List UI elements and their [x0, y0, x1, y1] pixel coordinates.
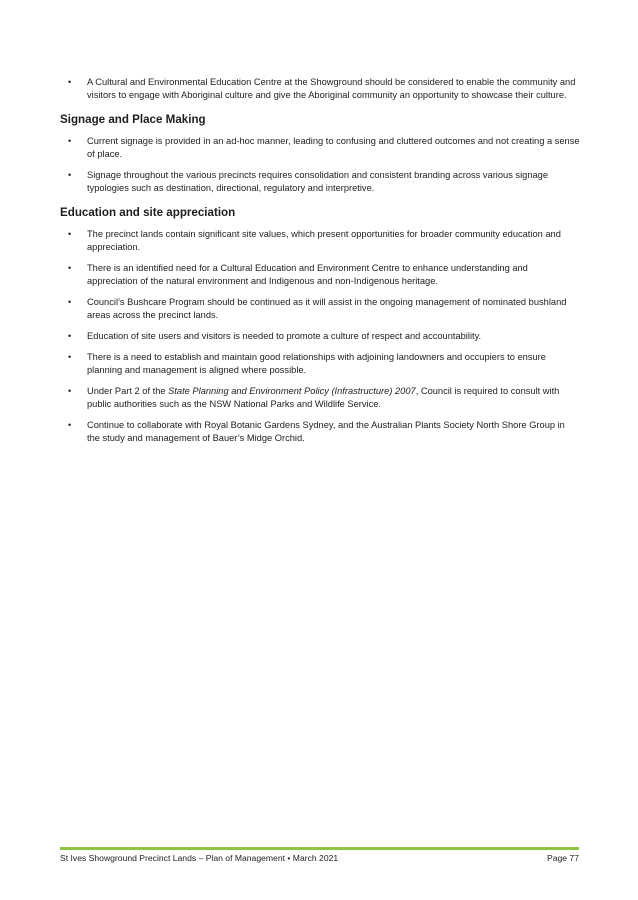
bullet-icon: •	[68, 136, 72, 146]
bullet-icon: •	[68, 386, 72, 396]
page-content	[60, 76, 580, 453]
bullet-icon: •	[68, 77, 72, 87]
education-list	[60, 228, 580, 445]
intro-list	[60, 76, 580, 102]
bullet-icon: •	[68, 352, 72, 362]
signage-list	[60, 135, 580, 195]
page-footer	[60, 853, 579, 864]
list-item: • The precinct lands contain significant site values, which present opportunities for broader community education and appreciation.	[68, 229, 561, 252]
list-item: • Education of site users and visitors is needed to promote a culture of respect and accountability.	[68, 331, 482, 341]
list-item: • There is a need to establish and maintain good relationships with adjoining landowners and occupiers to ensure planning and management is aligned where possible.	[68, 352, 546, 375]
list-item: • Council’s Bushcare Program should be continued as it will assist in the ongoing management of nominated bushland areas across the precinct lands.	[68, 297, 567, 320]
bullet-icon: •	[68, 170, 72, 180]
section-heading-signage: Signage and Place Making	[60, 113, 206, 126]
list-item-policy: • Under Part 2 of the State Planning and Environment Policy (Infrastructure) 2007, Council is required to consult with public authorities such as the NSW National Parks and Wildlife Service.	[68, 386, 560, 409]
policy-title: State Planning and Environment Policy (Infrastructure) 2007	[168, 386, 416, 396]
list-item: • Signage throughout the various precincts requires consolidation and consistent branding across various signage typologies such as destination, directional, regulatory and interpretive.	[68, 170, 548, 193]
section-heading-education: Education and site appreciation	[60, 206, 236, 219]
list-item: • A Cultural and Environmental Education Centre at the Showground should be considered to enable the community and visitors to engage with Aboriginal culture and give the Aboriginal community an opportunity to showcase their culture.	[68, 77, 576, 100]
bullet-icon: •	[68, 229, 72, 239]
bullet-icon: •	[68, 420, 72, 430]
list-item: • Current signage is provided in an ad-hoc manner, leading to confusing and cluttered outcomes and not creating a sense of place.	[68, 136, 580, 159]
footer-title: St Ives Showground Precinct Lands – Plan of Management • March 2021	[60, 853, 339, 863]
list-item: • There is an identified need for a Cultural Education and Environment Centre to enhance understanding and appreciation of the natural environment and Indigenous and non-Indigenous heritage.	[68, 263, 528, 286]
page-number: Page 77	[546, 853, 579, 863]
bullet-icon: •	[68, 297, 72, 307]
footer-rule	[60, 847, 579, 850]
list-item: • Continue to collaborate with Royal Botanic Gardens Sydney, and the Australian Plants Society North Shore Group in the study and management of Bauer’s Midge Orchid.	[68, 420, 565, 443]
bullet-icon: •	[68, 263, 72, 273]
bullet-icon: •	[68, 331, 72, 341]
